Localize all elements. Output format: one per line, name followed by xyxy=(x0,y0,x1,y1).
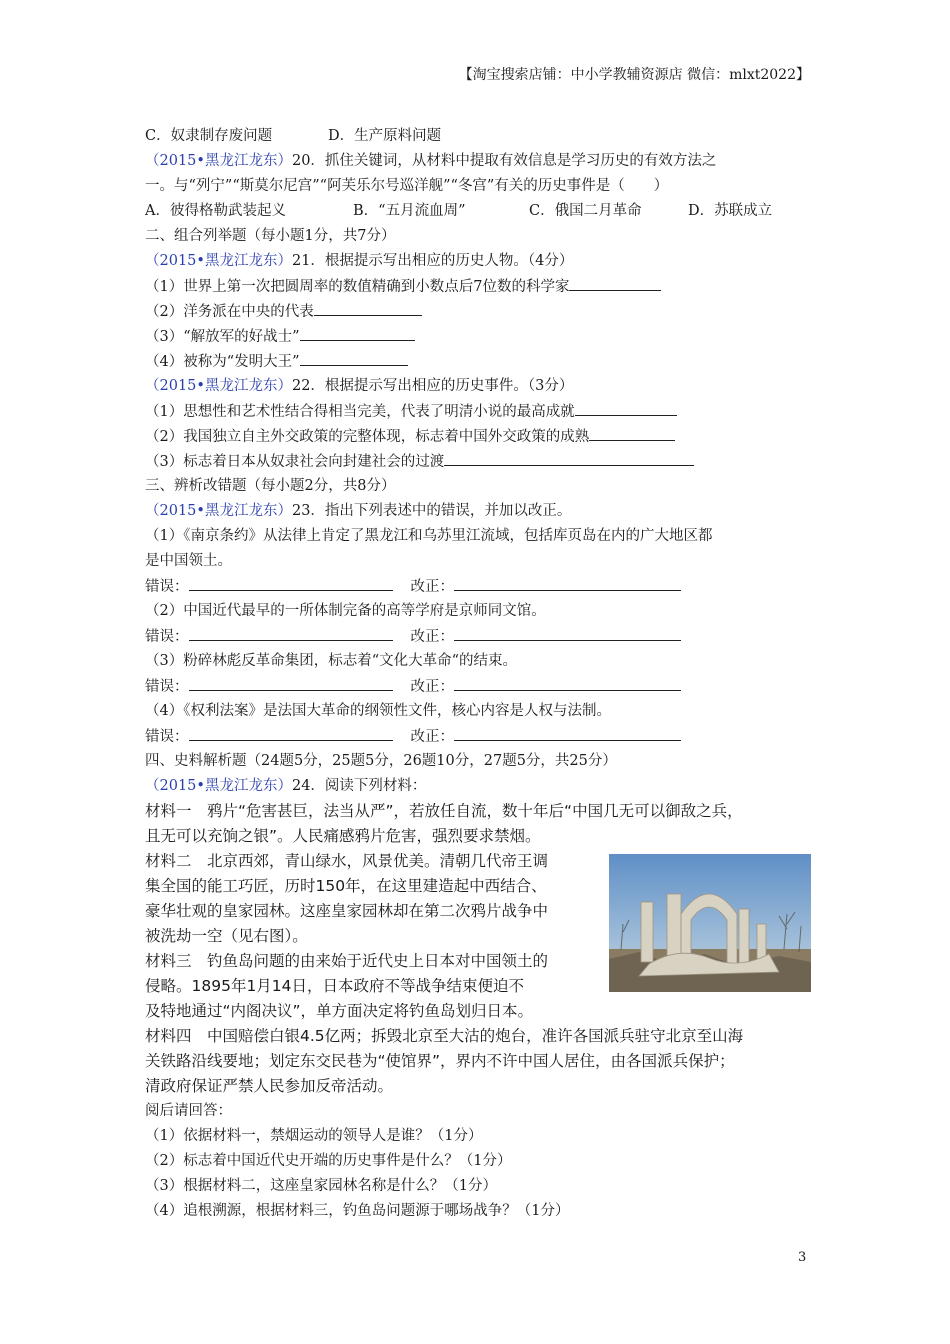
answer-blank[interactable] xyxy=(300,349,408,366)
yuanmingyuan-ruins-photo xyxy=(609,854,811,992)
q24-subquestion: （2）标志着中国近代史开端的历史事件是什么？（1分） xyxy=(145,1153,512,1169)
q23-item-cont: 是中国领土。 xyxy=(145,553,232,569)
q20-stem-cont: 一。与“列宁”“斯莫尔尼宫”“阿芙乐尔号巡洋舰”“冬宫”有关的历史事件是（ ） xyxy=(145,178,669,194)
error-label: 错误： xyxy=(145,579,189,595)
option-d: D．生产原料问题 xyxy=(328,128,442,144)
material-2-line: 豪华壮观的皇家园林。这座皇家园林却在第二次鸦片战争中 xyxy=(145,902,549,920)
fix-label: 改正： xyxy=(410,629,454,645)
q23-item: （1）《南京条约》从法律上肯定了黑龙江和乌苏里江流域，包括库页岛在内的广大地区都 xyxy=(145,528,713,544)
answer-blank[interactable] xyxy=(575,399,677,416)
answer-blank[interactable] xyxy=(444,449,694,466)
option-a: A．彼得格勒武装起义 xyxy=(145,203,286,219)
q23-stem xyxy=(145,499,825,524)
page-header: 【淘宝搜索店铺：中小学教辅资源店 微信：mlxt2022】 xyxy=(458,67,810,83)
fix-blank[interactable] xyxy=(454,574,681,591)
option-d: D．苏联成立 xyxy=(688,203,773,219)
item-text: （2）我国独立自主外交政策的完整体现，标志着中国外交政策的成熟 xyxy=(145,429,590,445)
error-label: 错误： xyxy=(145,729,189,745)
item-text: （4）被称为“发明大王” xyxy=(145,354,300,370)
q23-item: （2）中国近代最早的一所体制完备的高等学府是京师同文馆。 xyxy=(145,603,546,619)
error-fix-row xyxy=(145,624,825,649)
option-c: C．奴隶制存废问题 xyxy=(145,128,273,144)
answer-blank[interactable] xyxy=(314,299,422,316)
item-text: （2）洋务派在中央的代表 xyxy=(145,304,314,320)
question-text: 24．阅读下列材料： xyxy=(291,778,427,794)
question-source: （2015•黑龙江龙东） xyxy=(145,253,292,269)
section-heading: 二、组合列举题（每小题1分，共7分） xyxy=(145,228,396,244)
document-body xyxy=(145,124,825,1224)
question-source: （2015•黑龙江龙东） xyxy=(145,778,292,794)
material-3-line: 材料三 钓鱼岛问题的由来始于近代史上日本对中国领土的 xyxy=(145,952,549,970)
q24-subquestion: （4）追根溯源，根据材料三，钓鱼岛问题源于哪场战争？（1分） xyxy=(145,1203,570,1219)
material-3-line: 及特地通过“内阁决议”，单方面决定将钓鱼岛划归日本。 xyxy=(145,1002,534,1020)
material-2-line: 集全国的能工巧匠，历时150年，在这里建造起中西结合、 xyxy=(145,877,547,895)
answer-blank[interactable] xyxy=(300,324,415,341)
q21-stem xyxy=(145,249,825,274)
page-number: 3 xyxy=(798,1250,807,1265)
q20-stem xyxy=(145,149,825,174)
error-blank[interactable] xyxy=(189,624,393,641)
error-blank[interactable] xyxy=(189,724,393,741)
q22-item xyxy=(145,424,825,449)
material-4-line: 材料四 中国赔偿白银4.5亿两；拆毁北京至大沽的炮台，准许各国派兵驻守北京至山海 xyxy=(145,1027,744,1045)
item-text: （3）“解放军的好战士” xyxy=(145,329,300,345)
fix-blank[interactable] xyxy=(454,674,681,691)
material-1-line: 且无可以充饷之银”。人民痛感鸦片危害，强烈要求禁烟。 xyxy=(145,827,541,845)
material-1-line: 材料一 鸦片“危害甚巨，法当从严”，若放任自流，数十年后“中国几无可以御敌之兵， xyxy=(145,802,743,820)
material-4-line: 关铁路沿线要地；划定东交民巷为“使馆界”，界内不许中国人居住，由各国派兵保护； xyxy=(145,1052,735,1070)
fix-blank[interactable] xyxy=(454,724,681,741)
question-text: 22．根据提示写出相应的历史事件。（3分） xyxy=(291,378,574,394)
error-fix-row xyxy=(145,724,825,749)
material-4-line: 清政府保证严禁人民参加反帝活动。 xyxy=(145,1077,394,1095)
error-label: 错误： xyxy=(145,629,189,645)
q24-stem xyxy=(145,774,825,799)
error-label: 错误： xyxy=(145,679,189,695)
option-c: C．俄国二月革命 xyxy=(529,203,642,219)
option-b: B．“五月流血周” xyxy=(353,203,466,219)
error-fix-row xyxy=(145,574,825,599)
error-blank[interactable] xyxy=(189,674,393,691)
material-2-line: 被洗劫一空（见右图）。 xyxy=(145,927,308,945)
q23-item: （4）《权利法案》是法国大革命的纲领性文件，核心内容是人权与法制。 xyxy=(145,703,611,719)
material-3-line: 侵略。1895年1月14日，日本政府不等战争结束便迫不 xyxy=(145,977,525,995)
q21-item xyxy=(145,324,825,349)
q23-item: （3）粉碎林彪反革命集团，标志着“文化大革命“的结束。 xyxy=(145,653,518,669)
question-text: 21．根据提示写出相应的历史人物。（4分） xyxy=(291,253,574,269)
answer-prompt: 阅后请回答： xyxy=(145,1103,232,1119)
answer-blank[interactable] xyxy=(589,424,675,441)
section-heading: 四、史料解析题（24题5分，25题5分，26题10分，27题5分，共25分） xyxy=(145,753,617,769)
item-text: （1）思想性和艺术性结合得相当完美，代表了明清小说的最高成就 xyxy=(145,404,575,420)
error-blank[interactable] xyxy=(189,574,393,591)
q19-options xyxy=(145,124,825,149)
question-source: （2015•黑龙江龙东） xyxy=(145,153,292,169)
fix-label: 改正： xyxy=(410,579,454,595)
item-text: （3）标志着日本从奴隶社会向封建社会的过渡 xyxy=(145,454,445,470)
error-fix-row xyxy=(145,674,825,699)
answer-blank[interactable] xyxy=(569,274,661,291)
fix-label: 改正： xyxy=(410,679,454,695)
item-text: （1）世界上第一次把圆周率的数值精确到小数点后7位数的科学家 xyxy=(145,279,570,295)
q21-item xyxy=(145,299,825,324)
q24-subquestion: （1）依据材料一，禁烟运动的领导人是谁？（1分） xyxy=(145,1128,483,1144)
question-source: （2015•黑龙江龙东） xyxy=(145,503,292,519)
q21-item xyxy=(145,349,825,374)
section-heading: 三、辨析改错题（每小题2分，共8分） xyxy=(145,478,396,494)
q22-stem xyxy=(145,374,825,399)
q21-item xyxy=(145,274,825,299)
q20-options xyxy=(145,199,825,224)
q22-item xyxy=(145,449,825,474)
material-2-line: 材料二 北京西郊，青山绿水，风景优美。清朝几代帝王调 xyxy=(145,852,549,870)
fix-label: 改正： xyxy=(410,729,454,745)
q24-subquestion: （3）根据材料二，这座皇家园林名称是什么？（1分） xyxy=(145,1178,497,1194)
question-source: （2015•黑龙江龙东） xyxy=(145,378,292,394)
fix-blank[interactable] xyxy=(454,624,681,641)
question-text: 20．抓住关键词，从材料中提取有效信息是学习历史的有效方法之 xyxy=(291,153,717,169)
question-text: 23．指出下列表述中的错误，并加以改正。 xyxy=(291,503,572,519)
q22-item xyxy=(145,399,825,424)
